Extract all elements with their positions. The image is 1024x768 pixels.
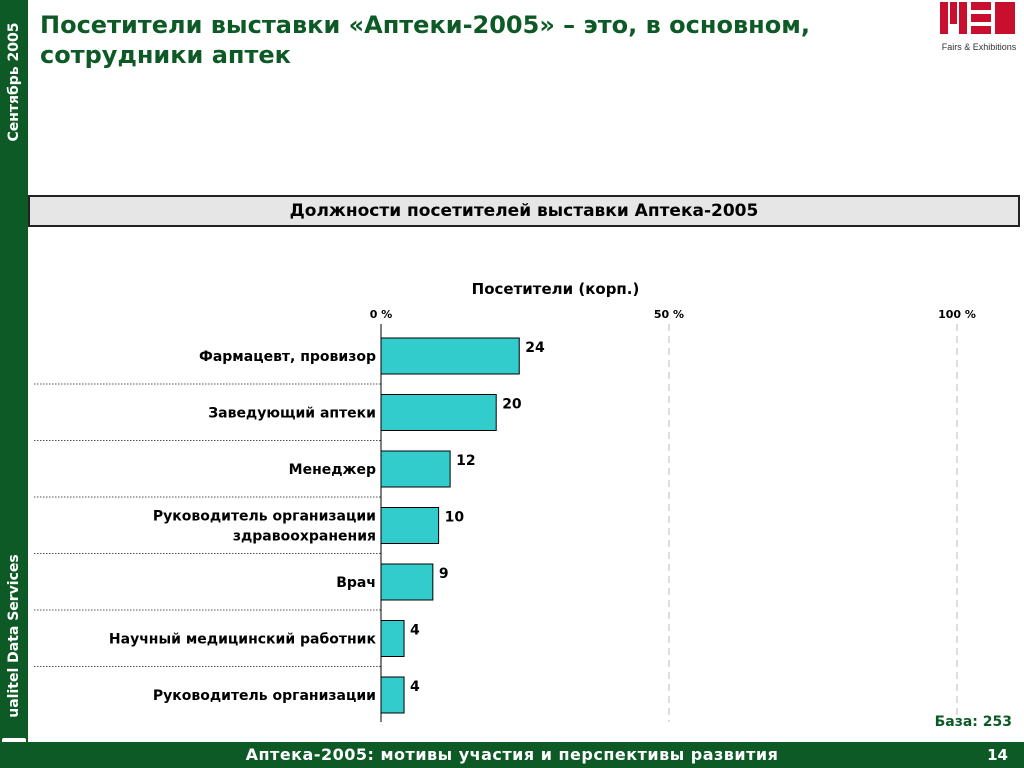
- data-label: 10: [444, 509, 465, 526]
- category-label: здравоохранения: [232, 528, 376, 545]
- data-label: 20: [502, 396, 522, 413]
- footer-text: Аптека-2005: мотивы участия и перспективы развития: [245, 745, 779, 764]
- data-label: 9: [438, 566, 449, 582]
- bar-chart: [0, 270, 1024, 730]
- data-label: 4: [410, 622, 420, 639]
- category-label: Менеджер: [288, 462, 376, 478]
- bar: [381, 395, 496, 431]
- base-label: База: 253: [934, 714, 1012, 730]
- tick-label: 100 %: [938, 308, 976, 321]
- category-label: Руководитель организации: [152, 688, 376, 704]
- tick-label: 50 %: [653, 308, 685, 321]
- data-label: 4: [410, 679, 420, 695]
- category-label: Заведующий аптеки: [208, 405, 376, 422]
- category-label: Фармацевт, провизор: [198, 349, 376, 365]
- logo-caption: Fairs & Exhibitions: [941, 42, 1017, 52]
- chart-subtitle: Должности посетителей выставки Аптека-2005: [28, 195, 1020, 227]
- side-brand: ualitel Data Services: [6, 554, 22, 718]
- bar: [381, 338, 519, 374]
- bar: [381, 508, 439, 544]
- data-label: 24: [525, 340, 545, 356]
- category-label: Научный медицинский работник: [108, 631, 376, 648]
- bar: [381, 451, 450, 487]
- slide-title: Посетители выставки «Аптеки-2005» – это, в основном, сотрудники аптек: [40, 11, 810, 69]
- category-label: Врач: [336, 575, 376, 591]
- bar: [381, 621, 404, 657]
- side-date: Сентябрь 2005: [6, 22, 22, 142]
- tick-label: 0 %: [369, 308, 393, 321]
- chart-title: Посетители (корп.): [471, 280, 640, 298]
- data-label: 12: [456, 453, 476, 469]
- page-number: 14: [987, 746, 1008, 764]
- msi-logo-icon: [934, 0, 1024, 56]
- category-label: Руководитель организации: [152, 508, 376, 525]
- bar: [381, 564, 433, 600]
- bar: [381, 677, 404, 713]
